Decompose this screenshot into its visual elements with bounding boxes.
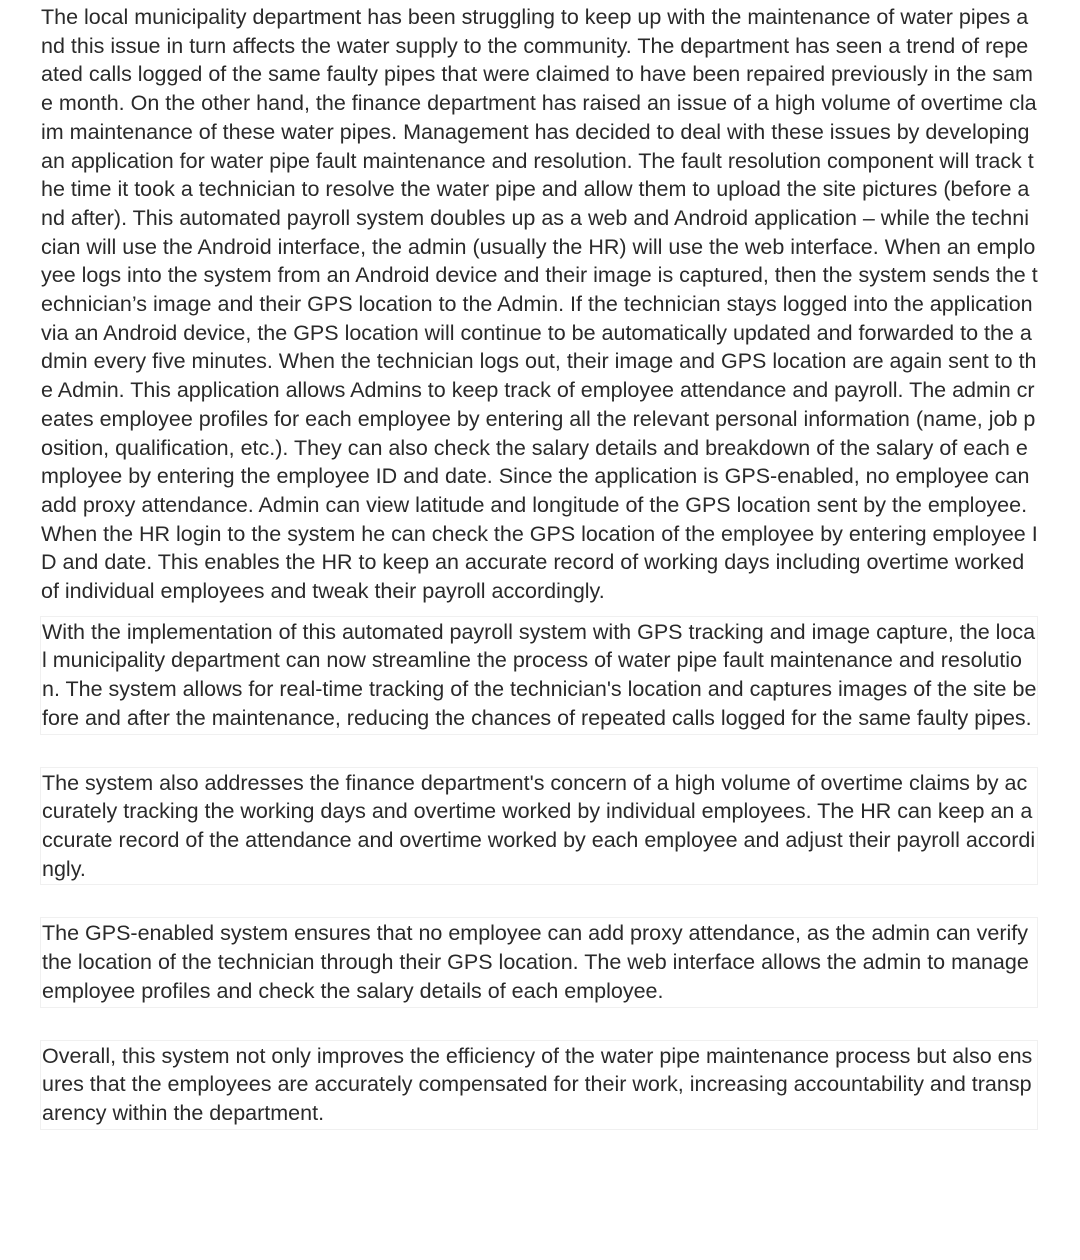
response-paragraph-1: With the implementation of this automated payroll system with GPS tracking and image capture, the local municipality department can now streamline the process of water pipe fault maintenance and resolution. The system allows for real-time tracking of the technician's location and captures images of the site before and after the maintenance, reducing the chances of repeated calls logged for the same faulty pipes.	[40, 616, 1038, 735]
document-page	[40, 3, 1038, 1130]
intro-paragraph: The local municipality department has been struggling to keep up with the maintenance of water pipes and this issue in turn affects the water supply to the community. The department has seen a trend of repeated calls logged of the same faulty pipes that were claimed to have been repaired previously in the same month. On the other hand, the finance department has raised an issue of a high volume of overtime claim maintenance of these water pipes. Management has decided to deal with these issues by developing an application for water pipe fault maintenance and resolution. The fault resolution component will track the time it took a technician to resolve the water pipe and allow them to upload the site pictures (before and after). This automated payroll system doubles up as a web and Android application – while the technician will use the Android interface, the admin (usually the HR) will use the web interface. When an employee logs into the system from an Android device and their image is captured, then the system sends the technician’s image and their GPS location to the Admin. If the technician stays logged into the application via an Android device, the GPS location will continue to be automatically updated and forwarded to the admin every five minutes. When the technician logs out, their image and GPS location are again sent to the Admin. This application allows Admins to keep track of employee attendance and payroll. The admin creates employee profiles for each employee by entering all the relevant personal information (name, job position, qualification, etc.). They can also check the salary details and breakdown of the salary of each employee by entering the employee ID and date. Since the application is GPS-enabled, no employee can add proxy attendance. Admin can view latitude and longitude of the GPS location sent by the employee. When the HR login to the system he can check the GPS location of the employee by entering employee ID and date. This enables the HR to keep an accurate record of working days including overtime worked of individual employees and tweak their payroll accordingly.	[41, 5, 1038, 604]
spacer	[40, 1008, 1038, 1040]
spacer	[40, 606, 1038, 616]
spacer	[40, 735, 1038, 767]
spacer	[40, 885, 1038, 917]
response-paragraph-4: Overall, this system not only improves the efficiency of the water pipe maintenance process but also ensures that the employees are accurately compensated for their work, increasing accountability and transparency within the department.	[40, 1040, 1038, 1130]
response-paragraph-2: The system also addresses the finance department's concern of a high volume of overtime claims by accurately tracking the working days and overtime worked by individual employees. The HR can keep an accurate record of the attendance and overtime worked by each employee and adjust their payroll accordingly.	[40, 767, 1038, 886]
response-paragraph-3: The GPS-enabled system ensures that no employee can add proxy attendance, as the admin can verify the location of the technician through their GPS location. The web interface allows the admin to manage employee profiles and check the salary details of each employee.	[40, 917, 1038, 1007]
